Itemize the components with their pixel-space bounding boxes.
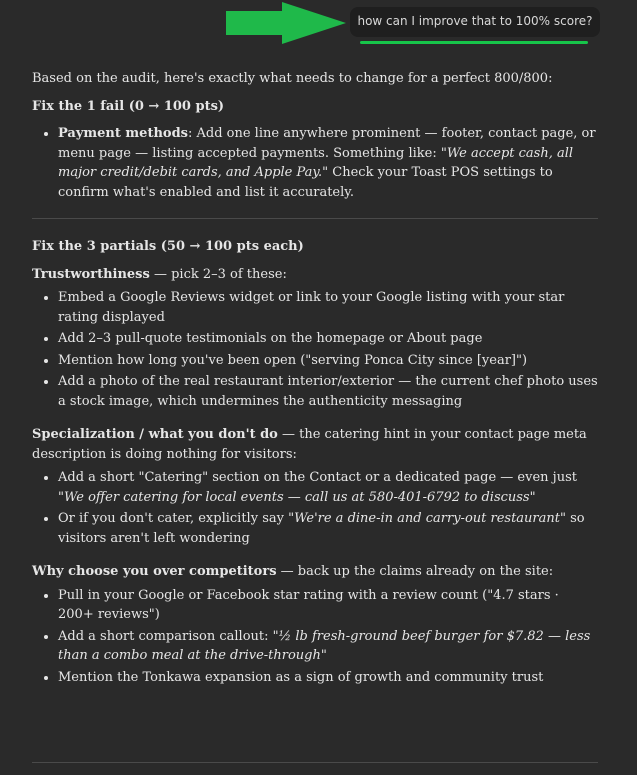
item-text: Add a short comparison callout:	[58, 628, 273, 644]
list-item	[58, 509, 598, 548]
subheading-title: Specialization / what you don't do	[32, 427, 278, 442]
subheading-title: Why choose you over competitors	[32, 564, 277, 579]
user-prompt-bubble	[350, 7, 600, 37]
highlight-underline	[360, 41, 588, 44]
assistant-response	[32, 69, 598, 689]
competitors-subheading	[32, 562, 598, 582]
annotation-area	[0, 0, 637, 60]
list-item: • Embed a Google Reviews widget or link to your Google listing with your star rating displayed	[58, 288, 598, 327]
list-item: • Pull in your Google or Facebook star rating with a review count ("4.7 stars · 200+ reviews")	[58, 586, 598, 625]
user-prompt-text: how can I improve that to 100% score?	[357, 14, 593, 28]
list-item	[58, 468, 598, 507]
item-text: so visitors aren't left wondering	[58, 511, 585, 546]
item-quote: "We accept cash, all major credit/debit cards, and Apple Pay."	[58, 145, 574, 180]
partials-heading: Fix the 3 partials (50 → 100 pts each)	[32, 239, 304, 254]
list-item	[58, 627, 598, 666]
list-item: • Add a photo of the real restaurant interior/exterior — the current chef photo uses a stock image, which undermines the authenticity messaging	[58, 372, 598, 411]
item-text: : Add one line anywhere prominent — footer, contact page, or menu page — listing accepted payments. Something like:	[58, 126, 596, 161]
item-text: Or if you don't cater, explicitly say	[58, 511, 289, 526]
item-quote: "We're a dine-in and carry-out restaurant"	[288, 511, 566, 526]
list-item: • Mention the Tonkawa expansion as a sign of growth and community trust	[58, 668, 598, 688]
subheading-title: Trustworthiness	[32, 266, 150, 282]
divider	[32, 218, 598, 219]
intro-text: Based on the audit, here's exactly what needs to change for a perfect 800/800:	[32, 71, 553, 86]
item-quote: "½ lb fresh-ground beef burger for $7.82 — less than a combo meal at the drive-through"	[58, 628, 591, 663]
fail-list	[32, 124, 598, 202]
green-arrow-icon	[226, 2, 350, 44]
list-item	[58, 124, 598, 202]
item-title: Payment methods	[58, 126, 188, 141]
list-item: • Mention how long you've been open ("serving Ponca City since [year]")	[58, 351, 598, 371]
trust-subheading	[32, 265, 598, 285]
competitors-list	[32, 586, 598, 688]
item-text: Add a short "Catering" section on the Contact or a dedicated page — even just	[58, 470, 577, 485]
subheading-text: — pick 2–3 of these:	[149, 266, 287, 282]
specialization-list	[32, 468, 598, 548]
fail-heading: Fix the 1 fail (0 → 100 pts)	[32, 98, 225, 114]
subheading-text: — back up the claims already on the site:	[276, 564, 554, 579]
divider	[32, 762, 598, 763]
trust-list	[32, 288, 598, 411]
item-text: Check your Toast POS settings to confirm what's enabled and list it accurately.	[58, 165, 553, 200]
specialization-subheading	[32, 425, 598, 464]
subheading-text: — the catering hint in your contact page meta description is doing nothing for visitors:	[32, 427, 587, 462]
list-item: • Add 2–3 pull-quote testimonials on the homepage or About page	[58, 329, 598, 349]
item-quote: "We offer catering for local events — call us at 580-401-6792 to discuss"	[58, 489, 536, 505]
